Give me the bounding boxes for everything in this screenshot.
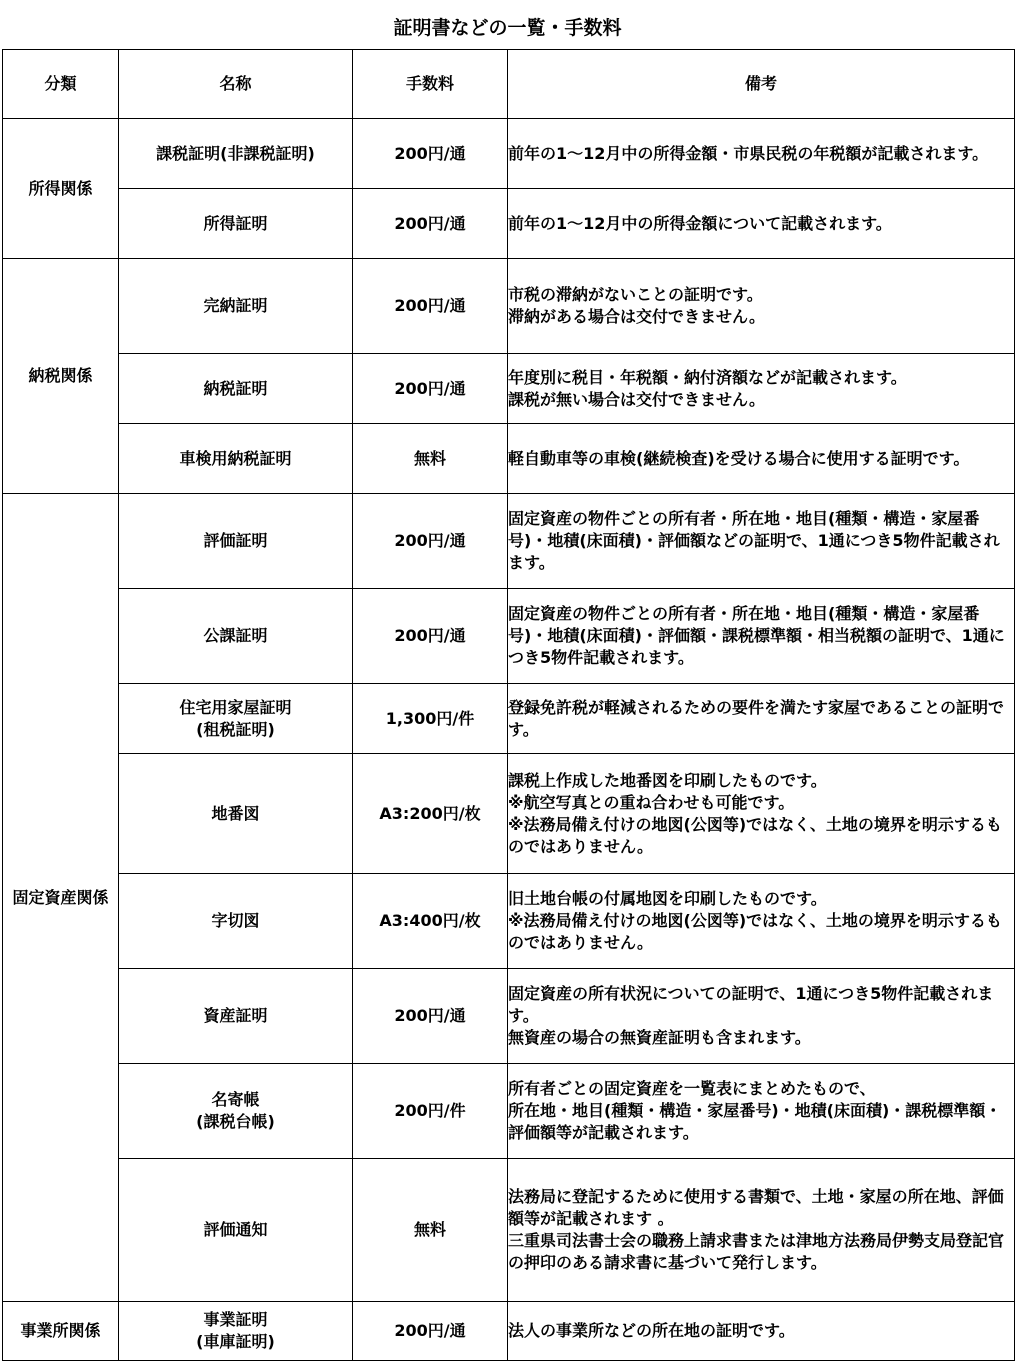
cert-name: 字切図 [119, 874, 353, 969]
header-note: 備考 [508, 50, 1015, 119]
header-row [3, 50, 1015, 119]
cert-name: 公課証明 [119, 589, 353, 684]
category-property: 固定資産関係 [3, 494, 119, 1302]
cert-note: 軽自動車等の車検(継続検査)を受ける場合に使用する証明です。 [508, 424, 1015, 494]
table-row [3, 754, 1015, 874]
cert-name: 資産証明 [119, 969, 353, 1064]
cert-fee: 200円/通 [353, 119, 508, 189]
cert-name: 評価通知 [119, 1159, 353, 1302]
header-category: 分類 [3, 50, 119, 119]
category-business: 事業所関係 [3, 1302, 119, 1361]
cert-fee: 1,300円/件 [353, 684, 508, 754]
cert-fee: 200円/通 [353, 969, 508, 1064]
cert-note: 前年の1～12月中の所得金額について記載されます。 [508, 189, 1015, 259]
cert-fee: 200円/通 [353, 494, 508, 589]
table-row [3, 1302, 1015, 1361]
table-row [3, 354, 1015, 424]
cert-name: 地番図 [119, 754, 353, 874]
cert-note: 固定資産の物件ごとの所有者・所在地・地目(種類・構造・家屋番号)・地積(床面積)・評価額・課税標準額・相当税額の証明で、1通につき5物件記載されます。 [508, 589, 1015, 684]
cert-name: 完納証明 [119, 259, 353, 354]
table-row [3, 969, 1015, 1064]
cert-fee: 200円/通 [353, 259, 508, 354]
cert-note: 前年の1～12月中の所得金額・市県民税の年税額が記載されます。 [508, 119, 1015, 189]
cert-name: 車検用納税証明 [119, 424, 353, 494]
cert-name: 名寄帳 (課税台帳) [119, 1064, 353, 1159]
cert-name: 所得証明 [119, 189, 353, 259]
cert-name: 納税証明 [119, 354, 353, 424]
header-name: 名称 [119, 50, 353, 119]
table-row [3, 684, 1015, 754]
cert-fee: 200円/通 [353, 354, 508, 424]
cert-fee: 無料 [353, 424, 508, 494]
table-row [3, 259, 1015, 354]
cert-name: 事業証明 (車庫証明) [119, 1302, 353, 1361]
table-row [3, 1064, 1015, 1159]
cert-fee: A3:400円/枚 [353, 874, 508, 969]
cert-fee: 200円/件 [353, 1064, 508, 1159]
cert-note: 固定資産の所有状況についての証明で、1通につき5物件記載されます。 無資産の場合の無資産証明も含まれます。 [508, 969, 1015, 1064]
cert-note: 固定資産の物件ごとの所有者・所在地・地目(種類・構造・家屋番号)・地積(床面積)・評価額などの証明で、1通につき5物件記載されます。 [508, 494, 1015, 589]
cert-name: 課税証明(非課税証明) [119, 119, 353, 189]
category-income: 所得関係 [3, 119, 119, 259]
cert-fee: 200円/通 [353, 189, 508, 259]
cert-note: 登録免許税が軽減されるための要件を満たす家屋であることの証明です。 [508, 684, 1015, 754]
cert-note: 所有者ごとの固定資産を一覧表にまとめたもので、 所在地・地目(種類・構造・家屋番号)・地積(床面積)・課税標準額・評価額等が記載されます。 [508, 1064, 1015, 1159]
cert-fee: 200円/通 [353, 1302, 508, 1361]
cert-fee: 200円/通 [353, 589, 508, 684]
table-row [3, 424, 1015, 494]
cert-name: 住宅用家屋証明 (租税証明) [119, 684, 353, 754]
table-row [3, 189, 1015, 259]
page-title: 証明書などの一覧・手数料 [393, 17, 622, 39]
category-tax: 納税関係 [3, 259, 119, 494]
cert-note: 法人の事業所などの所在地の証明です。 [508, 1302, 1015, 1361]
cert-fee: 無料 [353, 1159, 508, 1302]
table-row [3, 1159, 1015, 1302]
cert-note: 年度別に税目・年税額・納付済額などが記載されます。 課税が無い場合は交付できません。 [508, 354, 1015, 424]
cert-note: 課税上作成した地番図を印刷したものです。 ※航空写真との重ね合わせも可能です。 ※法務局備え付けの地図(公図等)ではなく、土地の境界を明示するものではありません。 [508, 754, 1015, 874]
cert-fee: A3:200円/枚 [353, 754, 508, 874]
cert-note: 旧土地台帳の付属地図を印刷したものです。 ※法務局備え付けの地図(公図等)ではなく、土地の境界を明示するものではありません。 [508, 874, 1015, 969]
table-row [3, 874, 1015, 969]
header-fee: 手数料 [353, 50, 508, 119]
fee-table [2, 49, 1015, 1361]
table-row [3, 589, 1015, 684]
cert-name: 評価証明 [119, 494, 353, 589]
cert-note: 市税の滞納がないことの証明です。 滞納がある場合は交付できません。 [508, 259, 1015, 354]
table-row [3, 494, 1015, 589]
cert-note: 法務局に登記するために使用する書類で、土地・家屋の所在地、評価額等が記載されます 。 三重県司法書士会の職務上請求書または津地方法務局伊勢支局登記官の押印のある請求書に基づいて発行します。 [508, 1159, 1015, 1302]
table-row [3, 119, 1015, 189]
